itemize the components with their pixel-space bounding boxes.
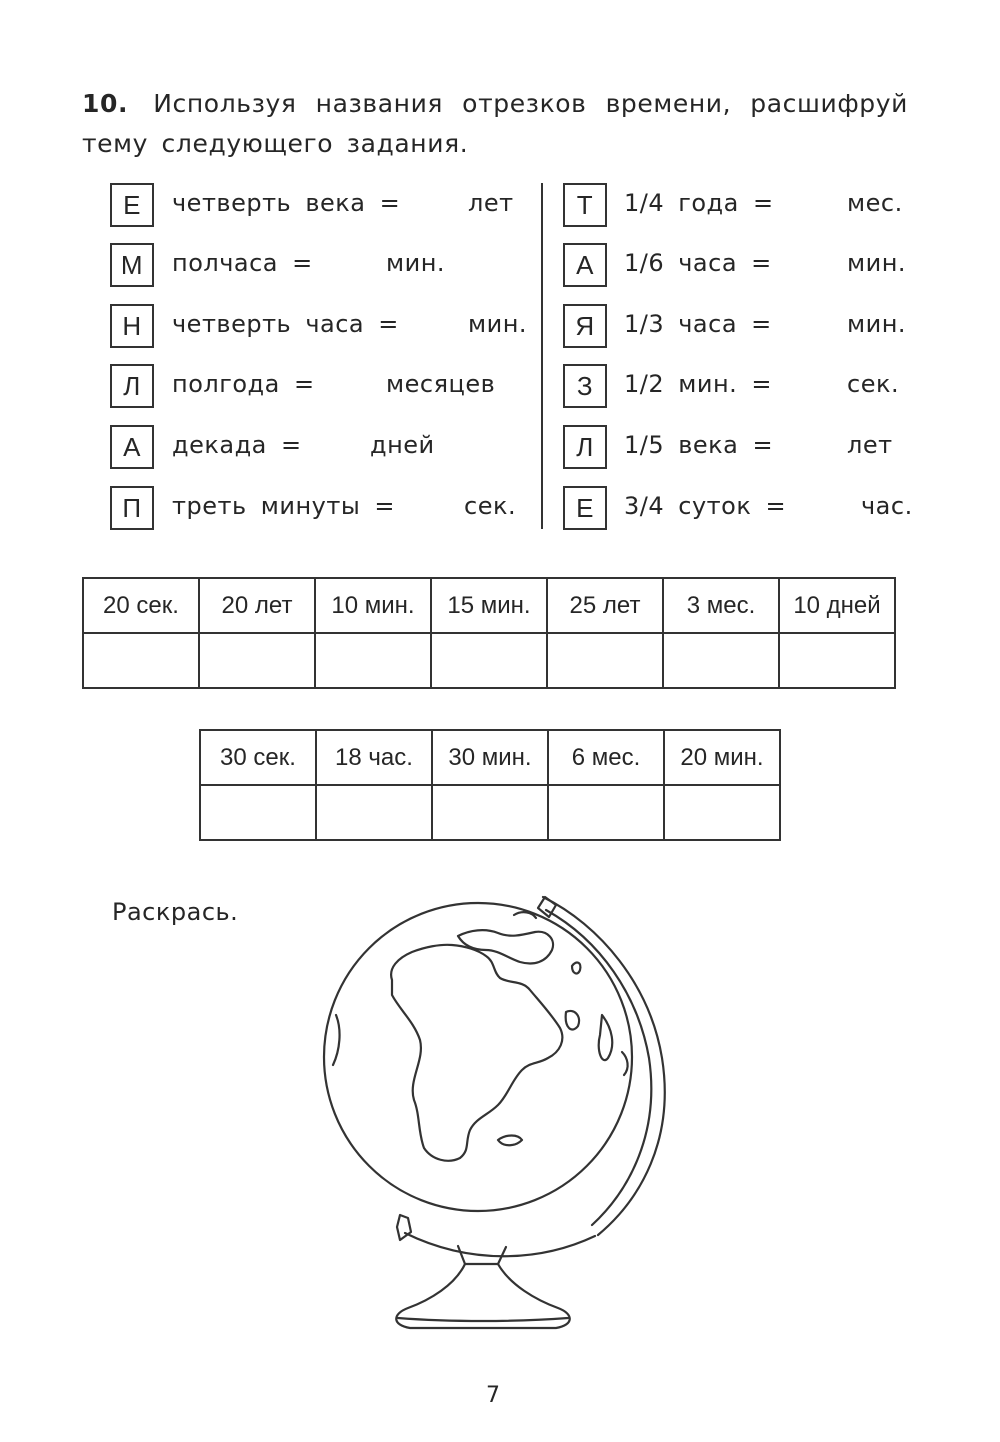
item-label: 1/6 часа = [624, 249, 772, 277]
answer-row [200, 785, 780, 840]
globe-base-rim [398, 1318, 568, 1321]
left-item-4 [110, 364, 530, 408]
table-header-row [200, 730, 780, 785]
letter-box: Т [563, 183, 607, 227]
globe-bottom-ring [405, 1233, 595, 1256]
answer-cell[interactable] [547, 633, 663, 688]
right-item-5 [563, 425, 913, 469]
madagascar-outline [498, 1136, 522, 1146]
table-header-row [83, 578, 895, 633]
answer-cell[interactable] [548, 785, 664, 840]
item-label: четверть часа = [172, 310, 399, 338]
arabia-outline [566, 1011, 579, 1030]
letter-box: А [563, 243, 607, 287]
left-item-2 [110, 243, 530, 287]
letter-box: Н [110, 304, 154, 348]
meridian-inner [546, 910, 651, 1225]
item-label: 1/3 часа = [624, 310, 772, 338]
europe-outline [458, 930, 553, 963]
table-cell: 10 дней [779, 578, 895, 633]
item-unit: мес. [847, 189, 903, 217]
india-outline [599, 1015, 613, 1060]
answer-cell[interactable] [779, 633, 895, 688]
left-item-3 [110, 304, 530, 348]
item-unit: месяцев [386, 370, 496, 398]
letter-box: З [563, 364, 607, 408]
column-divider [541, 183, 543, 529]
letter-box: Л [563, 425, 607, 469]
item-unit: мин. [386, 249, 446, 277]
page-number: 7 [486, 1383, 500, 1408]
letter-box: Л [110, 364, 154, 408]
right-item-2 [563, 243, 913, 287]
item-unit: лет [468, 189, 514, 217]
table-cell: 20 сек. [83, 578, 199, 633]
letter-box: Е [110, 183, 154, 227]
table-cell: 25 лет [547, 578, 663, 633]
task-statement [82, 84, 908, 164]
answer-table-2 [199, 729, 781, 841]
item-label: 1/4 года = [624, 189, 774, 217]
item-unit: мин. [847, 249, 907, 277]
item-label: треть минуты = [172, 492, 395, 520]
left-item-1 [110, 183, 530, 227]
globe-drawing[interactable] [315, 880, 675, 1340]
table-cell: 18 час. [316, 730, 432, 785]
item-unit: час. [861, 492, 913, 520]
coloring-instruction: Раскрась. [112, 898, 239, 926]
right-item-3 [563, 304, 913, 348]
answer-cell[interactable] [431, 633, 547, 688]
letter-box: М [110, 243, 154, 287]
globe-base [396, 1264, 570, 1328]
item-label: 1/5 века = [624, 431, 774, 459]
left-item-6 [110, 486, 530, 530]
letter-box: Е [563, 486, 607, 530]
asia-edge-outline [622, 1052, 628, 1075]
right-item-4 [563, 364, 913, 408]
item-unit: мин. [847, 310, 907, 338]
item-unit: мин. [468, 310, 528, 338]
table-cell: 3 мес. [663, 578, 779, 633]
africa-outline [391, 945, 562, 1161]
island-outline [572, 963, 580, 974]
letter-box: А [110, 425, 154, 469]
right-item-1 [563, 183, 913, 227]
item-label: полчаса = [172, 249, 313, 277]
left-item-5 [110, 425, 530, 469]
table-cell: 15 мин. [431, 578, 547, 633]
answer-row [83, 633, 895, 688]
table-cell: 30 сек. [200, 730, 316, 785]
americas-edge-outline [333, 1015, 340, 1065]
item-label: четверть века = [172, 189, 401, 217]
answer-cell[interactable] [83, 633, 199, 688]
meridian-outer [543, 897, 665, 1235]
table-cell: 20 лет [199, 578, 315, 633]
answer-cell[interactable] [199, 633, 315, 688]
task-text: Используя названия отрезков времени, расшифруй тему следующего задания. [82, 89, 909, 158]
item-unit: сек. [847, 370, 900, 398]
task-number: 10. [82, 89, 129, 118]
answer-cell[interactable] [316, 785, 432, 840]
table-cell: 30 мин. [432, 730, 548, 785]
item-unit: лет [847, 431, 893, 459]
item-unit: дней [370, 431, 435, 459]
answer-cell[interactable] [432, 785, 548, 840]
letter-box: Я [563, 304, 607, 348]
globe-bottom-clamp [397, 1215, 411, 1240]
answer-cell[interactable] [200, 785, 316, 840]
answer-cell[interactable] [663, 633, 779, 688]
answer-cell[interactable] [315, 633, 431, 688]
item-label: полгода = [172, 370, 315, 398]
table-cell: 6 мес. [548, 730, 664, 785]
item-label: 3/4 суток = [624, 492, 787, 520]
letter-box: П [110, 486, 154, 530]
right-item-6 [563, 486, 913, 530]
item-label: декада = [172, 431, 302, 459]
answer-cell[interactable] [664, 785, 780, 840]
item-unit: сек. [464, 492, 517, 520]
table-cell: 10 мин. [315, 578, 431, 633]
table-cell: 20 мин. [664, 730, 780, 785]
item-label: 1/2 мин. = [624, 370, 773, 398]
answer-table-1 [82, 577, 896, 689]
